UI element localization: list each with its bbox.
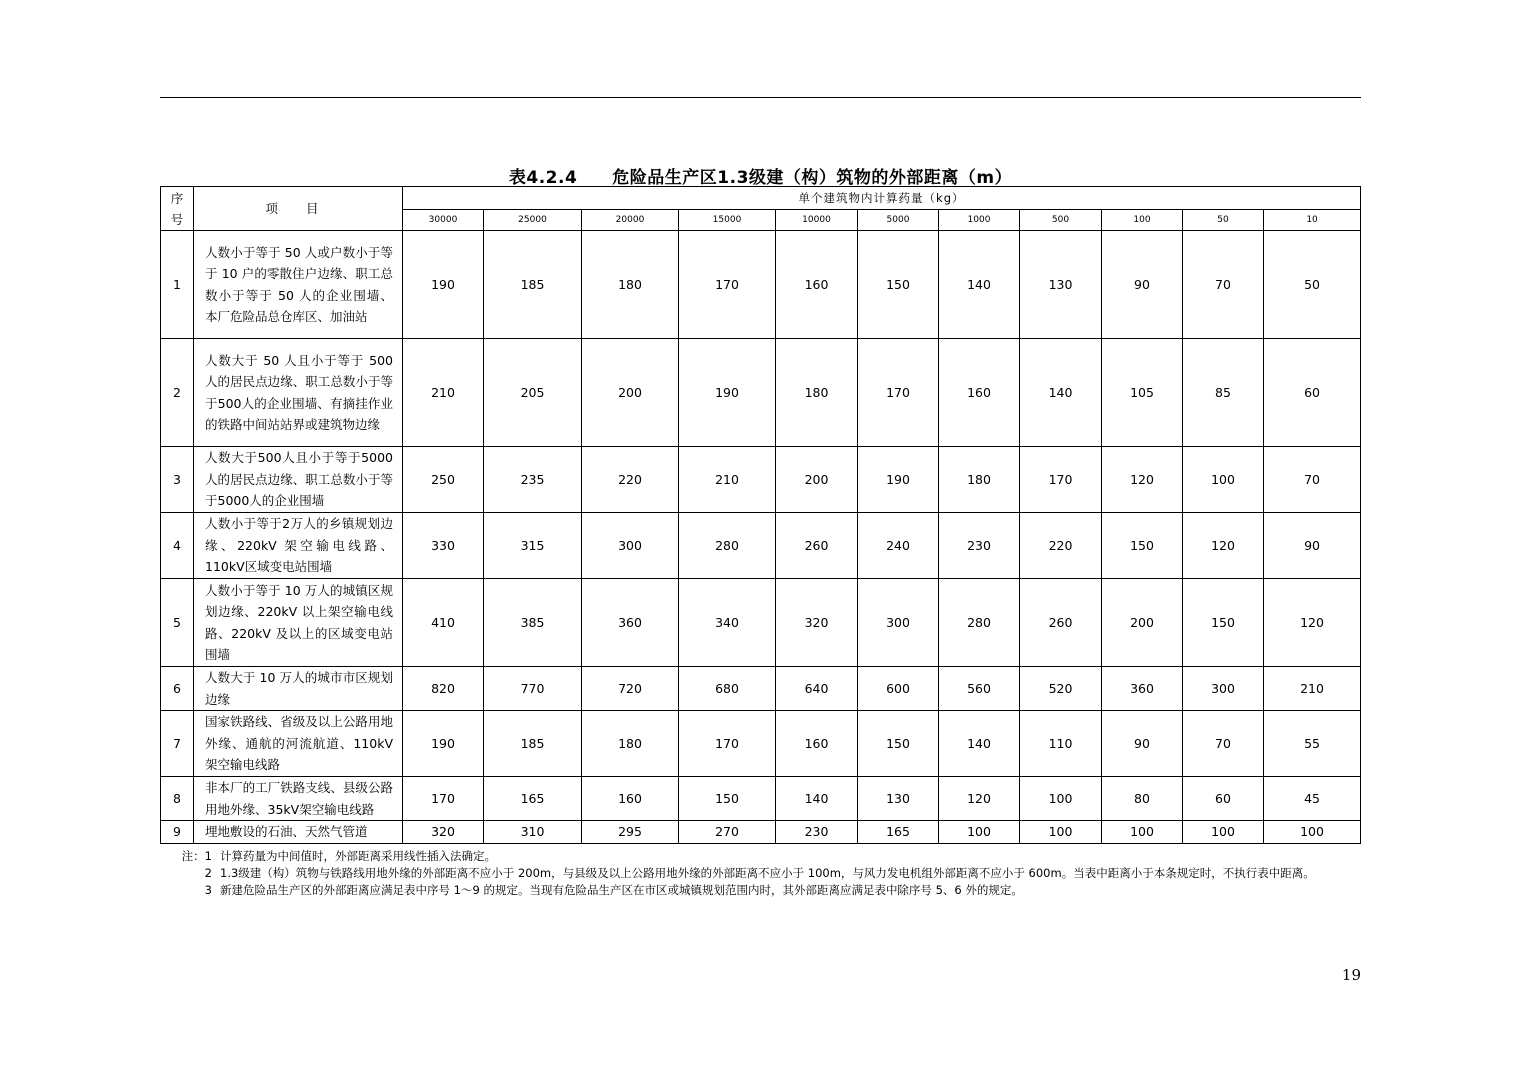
- table-row: [161, 711, 1361, 777]
- page-number: 19: [1341, 966, 1361, 984]
- note-text: 1.3级建（构）筑物与铁路线用地外缘的外部距离不应小于 200m，与县级及以上公路用地外缘的外部距离不应小于 100m，与风力发电机组外部距离不应小于 600m。当表中距离小于本条规定时，不执行表中距离。: [220, 866, 1315, 880]
- row-seq-cell: 4: [161, 513, 194, 579]
- distance-value-cell: 170: [679, 711, 776, 777]
- quantity-header-cell: 5000: [858, 210, 939, 231]
- distance-value-cell: 130: [1020, 231, 1102, 339]
- row-seq-cell: 6: [161, 667, 194, 711]
- distance-value-cell: 55: [1264, 711, 1361, 777]
- distance-value-cell: 320: [403, 821, 484, 844]
- distance-value-cell: 70: [1183, 711, 1264, 777]
- row-seq-cell: 1: [161, 231, 194, 339]
- note-text: 计算药量为中间值时，外部距离采用线性插入法确定。: [220, 849, 496, 863]
- distance-value-cell: 310: [484, 821, 582, 844]
- distance-value-cell: 165: [484, 777, 582, 821]
- distance-value-cell: 160: [939, 339, 1020, 447]
- table-notes: [160, 848, 1361, 899]
- table-body: [161, 231, 1361, 844]
- distance-value-cell: 100: [1264, 821, 1361, 844]
- row-seq-cell: 9: [161, 821, 194, 844]
- row-item-cell: 国家铁路线、省级及以上公路用地外缘、通航的河流航道、110kV架空输电线路: [194, 711, 403, 777]
- distance-value-cell: 160: [776, 231, 858, 339]
- row-item-cell: 人数大于500人且小于等于5000人的居民点边缘、职工总数小于等于5000人的企业围墙: [194, 447, 403, 513]
- distance-value-cell: 70: [1183, 231, 1264, 339]
- distance-value-cell: 280: [679, 513, 776, 579]
- note-number: 1: [204, 849, 212, 863]
- distance-table: [160, 186, 1361, 844]
- distance-value-cell: 100: [1183, 821, 1264, 844]
- distance-value-cell: 170: [403, 777, 484, 821]
- distance-value-cell: 100: [1020, 777, 1102, 821]
- distance-value-cell: 315: [484, 513, 582, 579]
- quantity-header-cell: 20000: [582, 210, 679, 231]
- note-number: 3: [204, 883, 212, 897]
- note-text: 新建危险品生产区的外部距离应满足表中序号 1～9 的规定。当现有危险品生产区在市区或城镇规划范围内时，其外部距离应满足表中除序号 5、6 外的规定。: [220, 883, 1023, 897]
- distance-value-cell: 120: [1102, 447, 1183, 513]
- distance-value-cell: 165: [858, 821, 939, 844]
- distance-value-cell: 180: [582, 711, 679, 777]
- distance-value-cell: 180: [776, 339, 858, 447]
- distance-value-cell: 120: [1264, 579, 1361, 667]
- distance-value-cell: 140: [1020, 339, 1102, 447]
- distance-value-cell: 220: [1020, 513, 1102, 579]
- distance-value-cell: 410: [403, 579, 484, 667]
- distance-value-cell: 45: [1264, 777, 1361, 821]
- distance-value-cell: 270: [679, 821, 776, 844]
- distance-value-cell: 190: [679, 339, 776, 447]
- distance-value-cell: 250: [403, 447, 484, 513]
- distance-value-cell: 160: [776, 711, 858, 777]
- distance-value-cell: 85: [1183, 339, 1264, 447]
- distance-value-cell: 160: [582, 777, 679, 821]
- distance-value-cell: 90: [1102, 711, 1183, 777]
- distance-value-cell: 130: [858, 777, 939, 821]
- header-seq-line-2: 号: [170, 211, 184, 227]
- quantity-header-cell: 50: [1183, 210, 1264, 231]
- table-row: [161, 447, 1361, 513]
- distance-value-cell: 295: [582, 821, 679, 844]
- table-row: [161, 579, 1361, 667]
- note-item: [160, 848, 1361, 865]
- note-number: 2: [204, 866, 212, 880]
- distance-value-cell: 200: [582, 339, 679, 447]
- distance-value-cell: 140: [776, 777, 858, 821]
- distance-value-cell: 320: [776, 579, 858, 667]
- distance-value-cell: 210: [1264, 667, 1361, 711]
- distance-value-cell: 140: [939, 711, 1020, 777]
- table-row: [161, 821, 1361, 844]
- distance-value-cell: 120: [1183, 513, 1264, 579]
- distance-value-cell: 200: [776, 447, 858, 513]
- distance-value-cell: 120: [939, 777, 1020, 821]
- quantity-header-cell: 1000: [939, 210, 1020, 231]
- distance-value-cell: 170: [858, 339, 939, 447]
- notes-label: 注：: [181, 849, 205, 863]
- distance-value-cell: 185: [484, 711, 582, 777]
- distance-value-cell: 100: [939, 821, 1020, 844]
- distance-value-cell: 150: [858, 231, 939, 339]
- row-item-cell: 人数小于等于 50 人或户数小于等于 10 户的零散住户边缘、职工总数小于等于 50 人的企业围墙、 本厂危险品总仓库区、加油站: [194, 231, 403, 339]
- distance-value-cell: 185: [484, 231, 582, 339]
- distance-value-cell: 360: [582, 579, 679, 667]
- distance-value-cell: 600: [858, 667, 939, 711]
- row-item-cell: 埋地敷设的石油、天然气管道: [194, 821, 403, 844]
- row-seq-cell: 2: [161, 339, 194, 447]
- distance-value-cell: 300: [582, 513, 679, 579]
- distance-value-cell: 140: [939, 231, 1020, 339]
- distance-value-cell: 280: [939, 579, 1020, 667]
- table-row: [161, 339, 1361, 447]
- quantity-header-cell: 10: [1264, 210, 1361, 231]
- distance-value-cell: 300: [1183, 667, 1264, 711]
- distance-value-cell: 640: [776, 667, 858, 711]
- table-row: [161, 667, 1361, 711]
- distance-value-cell: 100: [1102, 821, 1183, 844]
- note-item: [160, 865, 1361, 882]
- distance-value-cell: 150: [679, 777, 776, 821]
- distance-value-cell: 210: [679, 447, 776, 513]
- distance-value-cell: 70: [1264, 447, 1361, 513]
- distance-value-cell: 190: [403, 231, 484, 339]
- row-item-cell: 人数小于等于2万人的乡镇规划边缘、220kV 架空输电线路、110kV区域变电站围墙: [194, 513, 403, 579]
- distance-value-cell: 105: [1102, 339, 1183, 447]
- quantity-header-cell: 15000: [679, 210, 776, 231]
- distance-value-cell: 520: [1020, 667, 1102, 711]
- distance-value-cell: 235: [484, 447, 582, 513]
- row-item-cell: 人数大于 10 万人的城市市区规划边缘: [194, 667, 403, 711]
- distance-value-cell: 110: [1020, 711, 1102, 777]
- distance-value-cell: 210: [403, 339, 484, 447]
- distance-value-cell: 150: [1183, 579, 1264, 667]
- distance-value-cell: 240: [858, 513, 939, 579]
- quantity-header-cell: 100: [1102, 210, 1183, 231]
- quantity-header-cell: 500: [1020, 210, 1102, 231]
- distance-value-cell: 330: [403, 513, 484, 579]
- row-seq-cell: 5: [161, 579, 194, 667]
- table-row: [161, 777, 1361, 821]
- distance-value-cell: 300: [858, 579, 939, 667]
- row-seq-cell: 8: [161, 777, 194, 821]
- distance-value-cell: 385: [484, 579, 582, 667]
- distance-value-cell: 170: [679, 231, 776, 339]
- quantity-header-cell: 30000: [403, 210, 484, 231]
- header-seq-line-1: 序: [170, 190, 184, 206]
- distance-value-cell: 180: [582, 231, 679, 339]
- distance-value-cell: 90: [1102, 231, 1183, 339]
- row-item-cell: 人数小于等于 10 万人的城镇区规划边缘、220kV 以上架空输电线路、220kV 及以上的区域变电站围墙: [194, 579, 403, 667]
- distance-value-cell: 100: [1183, 447, 1264, 513]
- quantity-header-cell: 25000: [484, 210, 582, 231]
- header-seq: [161, 187, 194, 231]
- distance-value-cell: 340: [679, 579, 776, 667]
- note-item: [160, 882, 1361, 899]
- distance-value-cell: 60: [1183, 777, 1264, 821]
- distance-value-cell: 180: [939, 447, 1020, 513]
- row-seq-cell: 7: [161, 711, 194, 777]
- row-item-cell: 人数大于 50 人且小于等于 500 人的居民点边缘、职工总数小于等于500人的企业围墙、有摘挂作业的铁路中间站站界或建筑物边缘: [194, 339, 403, 447]
- table-row: [161, 513, 1361, 579]
- distance-value-cell: 205: [484, 339, 582, 447]
- distance-value-cell: 680: [679, 667, 776, 711]
- distance-value-cell: 170: [1020, 447, 1102, 513]
- table-title: 表4.2.4 危险品生产区1.3级建（构）筑物的外部距离（m）: [508, 168, 1013, 188]
- distance-value-cell: 100: [1020, 821, 1102, 844]
- distance-value-cell: 150: [1102, 513, 1183, 579]
- distance-value-cell: 190: [403, 711, 484, 777]
- distance-value-cell: 200: [1102, 579, 1183, 667]
- distance-value-cell: 260: [1020, 579, 1102, 667]
- distance-value-cell: 220: [582, 447, 679, 513]
- header-row: [161, 187, 1361, 210]
- distance-value-cell: 150: [858, 711, 939, 777]
- distance-value-cell: 560: [939, 667, 1020, 711]
- quantity-header-cell: 10000: [776, 210, 858, 231]
- distance-value-cell: 360: [1102, 667, 1183, 711]
- distance-value-cell: 60: [1264, 339, 1361, 447]
- distance-value-cell: 230: [939, 513, 1020, 579]
- distance-value-cell: 90: [1264, 513, 1361, 579]
- header-rule: [160, 97, 1361, 98]
- header-quantity-span: 单个建筑物内计算药量（kg）: [403, 187, 1361, 210]
- distance-value-cell: 80: [1102, 777, 1183, 821]
- distance-value-cell: 820: [403, 667, 484, 711]
- distance-value-cell: 190: [858, 447, 939, 513]
- row-item-cell: 非本厂的工厂铁路支线、县级公路用地外缘、35kV架空输电线路: [194, 777, 403, 821]
- row-seq-cell: 3: [161, 447, 194, 513]
- distance-value-cell: 230: [776, 821, 858, 844]
- distance-value-cell: 260: [776, 513, 858, 579]
- distance-value-cell: 720: [582, 667, 679, 711]
- table-row: [161, 231, 1361, 339]
- header-item: 项 目: [194, 187, 403, 231]
- distance-value-cell: 50: [1264, 231, 1361, 339]
- distance-value-cell: 770: [484, 667, 582, 711]
